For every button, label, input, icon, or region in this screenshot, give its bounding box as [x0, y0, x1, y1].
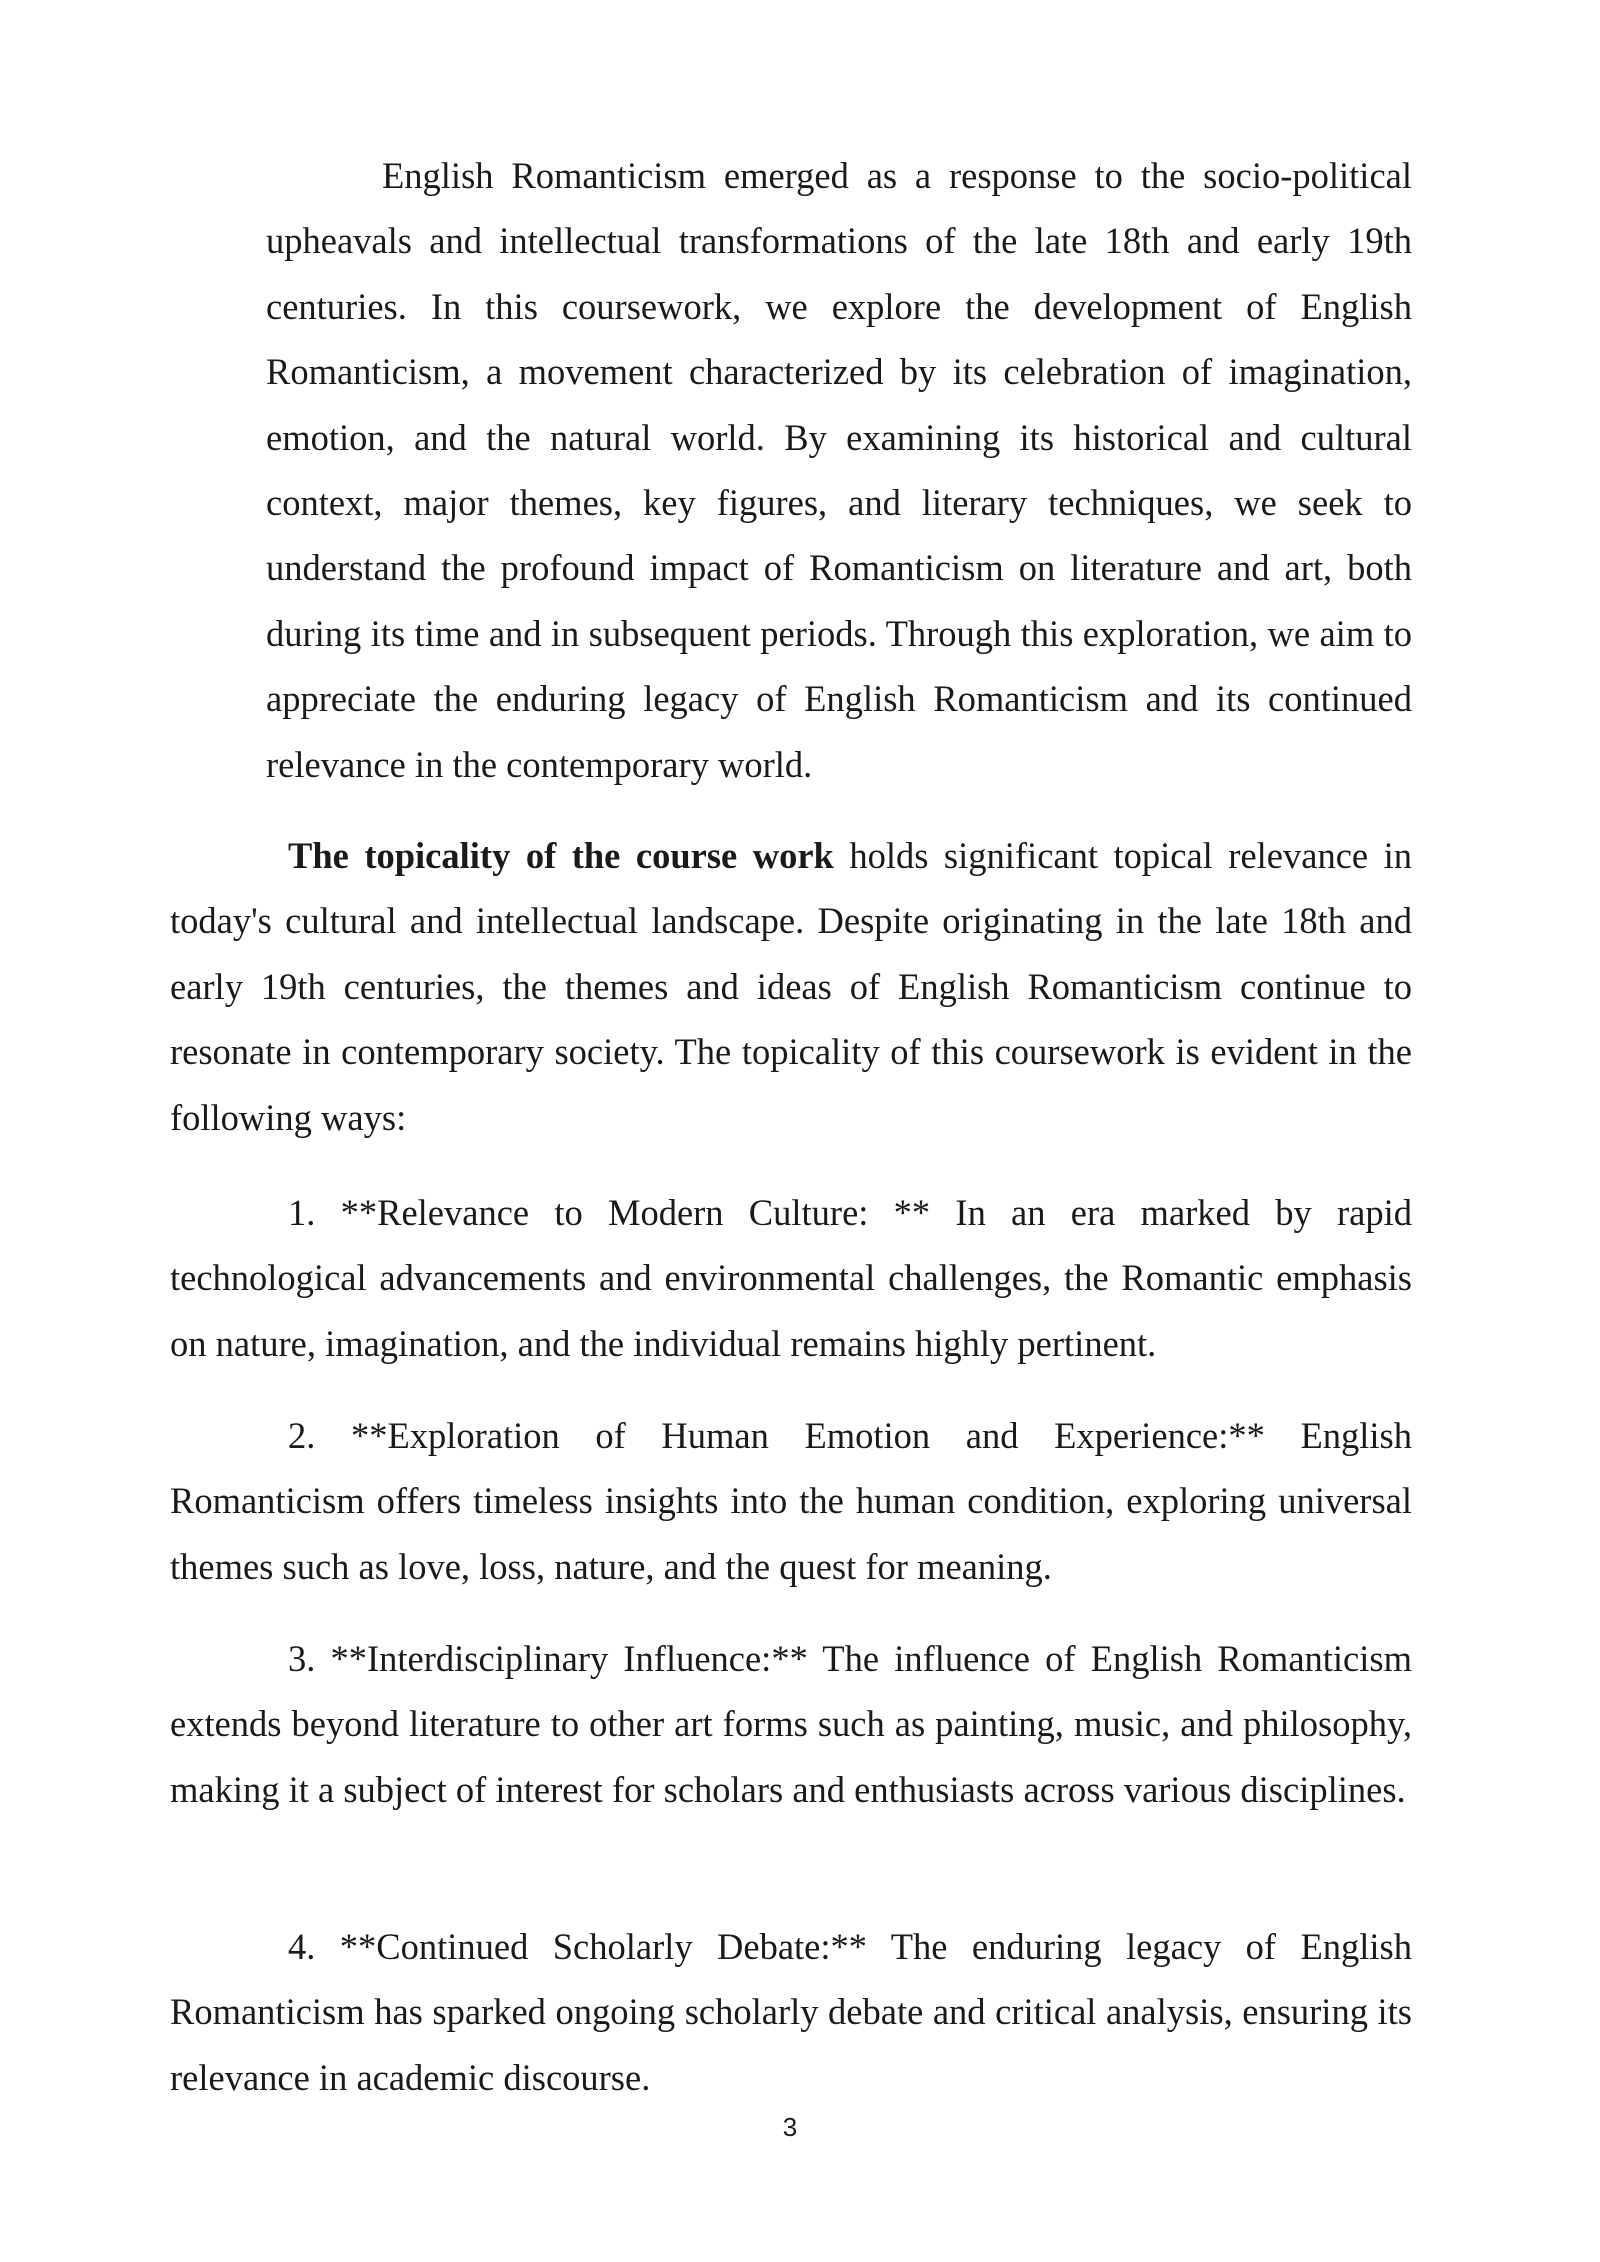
list-item: 2. **Exploration of Human Emotion and Experience:** English Romanticism offers timeless insights into the human condition, exploring universal themes such as love, loss, nature, and the quest for meaning. [170, 1415, 1412, 1587]
list-item: 3. **Interdisciplinary Influence:** The influence of English Romanticism extends beyond literature to other art forms such as painting, music, and philosophy, making it a subject of interest for scholars and enthusiasts across various disciplines. [170, 1638, 1412, 1810]
list-item: 4. **Continued Scholarly Debate:** The enduring legacy of English Romanticism has sparked ongoing scholarly debate and critical analysis, ensuring its relevance in academic discourse. [170, 1926, 1412, 2098]
topicality-lead: The topicality of the course work [288, 835, 834, 876]
topicality-text: holds significant topical relevance in today's cultural and intellectual landscape. Despite originating in the late 18th and early 19th centuries, the themes and ideas of English Romanticism continue to resonate in contemporary society. The topicality of this coursework is evident in the following ways: [170, 835, 1412, 1138]
page-number: 3 [782, 2112, 798, 2142]
topicality-paragraph [170, 823, 1412, 1150]
list-item: 1. **Relevance to Modern Culture: ** In an era marked by rapid technological advancements and environmental challenges, the Romantic emphasis on nature, imagination, and the individual remains highly pertinent. [170, 1192, 1412, 1364]
intro-paragraph: English Romanticism emerged as a response to the socio-political upheavals and intellectual transformations of the late 18th and early 19th centuries. In this coursework, we explore the development of English Romanticism, a movement characterized by its celebration of imagination, emotion, and the natural world. By examining its historical and cultural context, major themes, key figures, and literary techniques, we seek to understand the profound impact of Romanticism on literature and art, both during its time and in subsequent periods. Through this exploration, we aim to appreciate the enduring legacy of English Romanticism and its continued relevance in the contemporary world. [266, 155, 1412, 785]
